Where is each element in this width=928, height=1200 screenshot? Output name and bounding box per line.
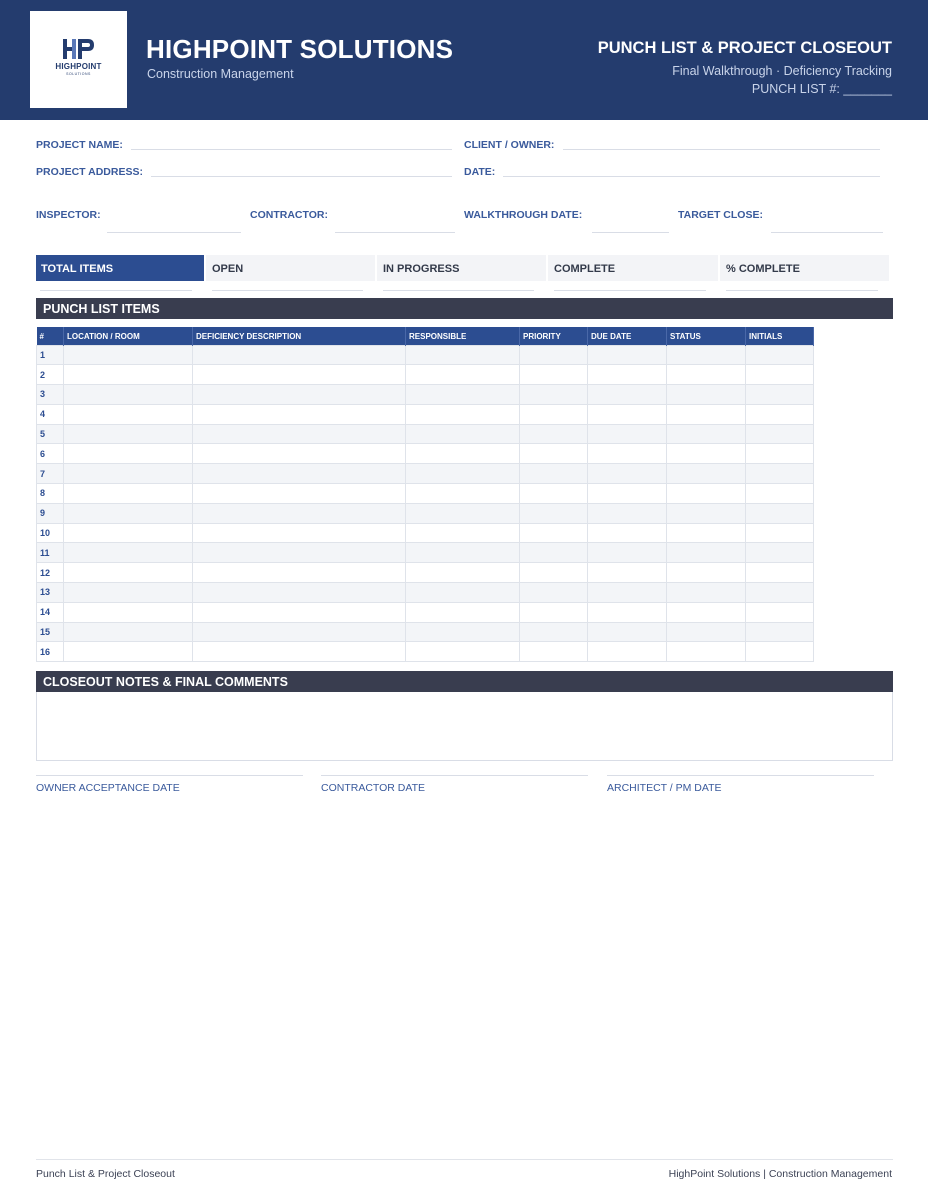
table-cell[interactable] [193, 464, 406, 484]
owner-signature-line[interactable] [36, 775, 303, 776]
row-number: 4 [37, 404, 64, 424]
table-cell[interactable] [746, 484, 814, 504]
table-row [37, 642, 814, 662]
row-number: 9 [37, 503, 64, 523]
row-number: 14 [37, 602, 64, 622]
table-cell[interactable] [588, 622, 667, 642]
table-cell[interactable] [588, 424, 667, 444]
table-cell[interactable] [667, 543, 746, 563]
row-number: 15 [37, 622, 64, 642]
table-cell[interactable] [746, 583, 814, 603]
table-row [37, 404, 814, 424]
percent-complete-field[interactable] [726, 290, 878, 291]
target-close-label: TARGET CLOSE: [678, 209, 763, 221]
table-cell[interactable] [193, 444, 406, 464]
column-header: DUE DATE [588, 327, 667, 345]
owner-signature-label: OWNER ACCEPTANCE DATE [36, 782, 180, 794]
row-number: 8 [37, 484, 64, 504]
table-cell[interactable] [746, 444, 814, 464]
table-cell[interactable] [520, 404, 588, 424]
table-cell[interactable] [667, 563, 746, 583]
table-cell[interactable] [746, 345, 814, 365]
table-cell[interactable] [406, 365, 520, 385]
table-cell[interactable] [588, 464, 667, 484]
table-cell[interactable] [193, 484, 406, 504]
table-cell[interactable] [588, 602, 667, 622]
row-number: 7 [37, 464, 64, 484]
table-cell[interactable] [746, 563, 814, 583]
table-cell[interactable] [193, 345, 406, 365]
table-cell[interactable] [667, 385, 746, 405]
table-cell[interactable] [746, 464, 814, 484]
table-cell[interactable] [193, 503, 406, 523]
table-cell[interactable] [193, 622, 406, 642]
document-title: PUNCH LIST & PROJECT CLOSEOUT [597, 39, 892, 57]
row-number: 5 [37, 424, 64, 444]
table-cell[interactable] [746, 385, 814, 405]
table-cell[interactable] [64, 543, 193, 563]
project-name-label: PROJECT NAME: [36, 139, 123, 151]
table-cell[interactable] [193, 602, 406, 622]
table-cell[interactable] [193, 583, 406, 603]
table-cell[interactable] [588, 484, 667, 504]
table-cell[interactable] [406, 523, 520, 543]
row-number: 11 [37, 543, 64, 563]
inspector-label: INSPECTOR: [36, 209, 101, 221]
table-cell[interactable] [746, 365, 814, 385]
project-name-field[interactable] [131, 149, 452, 150]
table-cell[interactable] [667, 365, 746, 385]
stat-total-items: TOTAL ITEMS [36, 255, 204, 281]
table-cell[interactable] [520, 622, 588, 642]
table-cell[interactable] [64, 424, 193, 444]
column-header: PRIORITY [520, 327, 588, 345]
table-cell[interactable] [588, 345, 667, 365]
table-cell[interactable] [667, 345, 746, 365]
table-row [37, 602, 814, 622]
table-cell[interactable] [406, 484, 520, 504]
logo-text: HIGHPOINT [55, 62, 102, 71]
table-cell[interactable] [667, 444, 746, 464]
document-subtitle: Final Walkthrough · Deficiency Tracking [672, 64, 892, 78]
table-cell[interactable] [588, 583, 667, 603]
table-cell[interactable] [746, 404, 814, 424]
row-number: 1 [37, 345, 64, 365]
table-cell[interactable] [667, 583, 746, 603]
table-header-row [37, 327, 814, 345]
table-row [37, 622, 814, 642]
row-number: 13 [37, 583, 64, 603]
table-cell[interactable] [406, 385, 520, 405]
table-cell[interactable] [520, 602, 588, 622]
closeout-notes-area[interactable] [36, 692, 893, 761]
project-address-field[interactable] [151, 176, 452, 177]
table-row [37, 523, 814, 543]
table-cell[interactable] [520, 385, 588, 405]
column-header: # [37, 327, 64, 345]
table-cell[interactable] [520, 642, 588, 662]
table-cell[interactable] [64, 523, 193, 543]
architect-signature-label: ARCHITECT / PM DATE [607, 782, 722, 794]
table-cell[interactable] [520, 365, 588, 385]
logo-subtext: SOLUTIONS [66, 72, 91, 76]
table-cell[interactable] [667, 622, 746, 642]
table-row [37, 583, 814, 603]
table-cell[interactable] [193, 404, 406, 424]
table-cell[interactable] [667, 424, 746, 444]
contractor-signature-label: CONTRACTOR DATE [321, 782, 426, 794]
table-cell[interactable] [667, 503, 746, 523]
table-row [37, 464, 814, 484]
punch-list-table [36, 327, 814, 662]
stat-open: OPEN [206, 255, 375, 281]
row-number: 3 [37, 385, 64, 405]
contractor-signature-line[interactable] [321, 775, 588, 776]
architect-signature-line[interactable] [607, 775, 874, 776]
table-cell[interactable] [64, 563, 193, 583]
column-header: DEFICIENCY DESCRIPTION [193, 327, 406, 345]
table-cell[interactable] [667, 602, 746, 622]
table-cell[interactable] [64, 503, 193, 523]
table-cell[interactable] [406, 602, 520, 622]
column-header: LOCATION / ROOM [64, 327, 193, 345]
table-row [37, 345, 814, 365]
table-cell[interactable] [520, 523, 588, 543]
table-row [37, 503, 814, 523]
table-cell[interactable] [520, 563, 588, 583]
table-row [37, 385, 814, 405]
table-cell[interactable] [406, 563, 520, 583]
table-cell[interactable] [520, 424, 588, 444]
table-cell[interactable] [520, 583, 588, 603]
client-owner-field[interactable] [563, 149, 880, 150]
column-header: RESPONSIBLE [406, 327, 520, 345]
table-cell[interactable] [193, 563, 406, 583]
row-number: 12 [37, 563, 64, 583]
table-cell[interactable] [667, 484, 746, 504]
table-cell[interactable] [406, 464, 520, 484]
table-cell[interactable] [406, 424, 520, 444]
table-cell[interactable] [746, 424, 814, 444]
table-cell[interactable] [64, 444, 193, 464]
table-cell[interactable] [520, 444, 588, 464]
table-row [37, 543, 814, 563]
table-cell[interactable] [193, 523, 406, 543]
table-cell[interactable] [64, 622, 193, 642]
table-cell[interactable] [667, 523, 746, 543]
row-number: 6 [37, 444, 64, 464]
table-cell[interactable] [193, 365, 406, 385]
table-cell[interactable] [64, 345, 193, 365]
table-cell[interactable] [406, 404, 520, 424]
footer-right: HighPoint Solutions | Construction Management [668, 1168, 892, 1180]
table-cell[interactable] [746, 622, 814, 642]
table-cell[interactable] [193, 424, 406, 444]
company-name: HIGHPOINT SOLUTIONS [146, 34, 454, 64]
table-cell[interactable] [64, 602, 193, 622]
inspector-field[interactable] [107, 232, 241, 233]
table-cell[interactable] [406, 503, 520, 523]
column-header: STATUS [667, 327, 746, 345]
footer-left: Punch List & Project Closeout [36, 1168, 175, 1180]
table-cell[interactable] [64, 404, 193, 424]
table-row [37, 365, 814, 385]
table-row [37, 484, 814, 504]
target-close-field[interactable] [771, 232, 883, 233]
table-cell[interactable] [588, 404, 667, 424]
table-cell[interactable] [64, 642, 193, 662]
stat-percent-complete: % COMPLETE [720, 255, 889, 281]
table-cell[interactable] [406, 642, 520, 662]
date-label: DATE: [464, 166, 496, 178]
table-row [37, 424, 814, 444]
table-cell[interactable] [193, 543, 406, 563]
table-cell[interactable] [64, 385, 193, 405]
row-number: 16 [37, 642, 64, 662]
hp-logo-icon [63, 38, 95, 60]
table-cell[interactable] [588, 444, 667, 464]
table-cell[interactable] [746, 523, 814, 543]
table-row [37, 563, 814, 583]
date-field[interactable] [503, 176, 880, 177]
table-cell[interactable] [520, 543, 588, 563]
row-number: 10 [37, 523, 64, 543]
table-cell[interactable] [64, 365, 193, 385]
closeout-notes-title: CLOSEOUT NOTES & FINAL COMMENTS [36, 671, 893, 692]
table-cell[interactable] [520, 484, 588, 504]
contractor-label: CONTRACTOR: [250, 209, 328, 221]
table-row [37, 444, 814, 464]
table-cell[interactable] [520, 464, 588, 484]
table-cell[interactable] [588, 503, 667, 523]
table-cell[interactable] [406, 583, 520, 603]
table-cell[interactable] [520, 345, 588, 365]
punch-list-number: PUNCH LIST #: _______ [751, 82, 892, 96]
open-field[interactable] [212, 290, 363, 291]
walkthrough-date-field[interactable] [592, 232, 669, 233]
table-cell[interactable] [667, 464, 746, 484]
table-cell[interactable] [588, 642, 667, 662]
table-cell[interactable] [64, 484, 193, 504]
table-cell[interactable] [193, 642, 406, 662]
client-owner-label: CLIENT / OWNER: [464, 139, 555, 151]
table-cell[interactable] [588, 523, 667, 543]
project-address-label: PROJECT ADDRESS: [36, 166, 143, 178]
table-cell[interactable] [588, 365, 667, 385]
table-cell[interactable] [667, 642, 746, 662]
walkthrough-date-label: WALKTHROUGH DATE: [464, 209, 583, 221]
table-cell[interactable] [746, 642, 814, 662]
table-cell[interactable] [746, 602, 814, 622]
table-cell[interactable] [406, 543, 520, 563]
table-cell[interactable] [193, 385, 406, 405]
table-cell[interactable] [588, 543, 667, 563]
company-tagline: Construction Management [147, 67, 294, 81]
table-cell[interactable] [588, 563, 667, 583]
table-cell[interactable] [64, 464, 193, 484]
table-cell[interactable] [746, 543, 814, 563]
table-cell[interactable] [588, 385, 667, 405]
table-cell[interactable] [64, 583, 193, 603]
document-header [0, 0, 928, 120]
stat-complete: COMPLETE [548, 255, 718, 281]
column-header: INITIALS [746, 327, 814, 345]
complete-field[interactable] [554, 290, 706, 291]
contractor-field[interactable] [335, 232, 455, 233]
row-number: 2 [37, 365, 64, 385]
table-cell[interactable] [746, 503, 814, 523]
company-logo [30, 11, 127, 108]
total-items-field[interactable] [40, 290, 192, 291]
table-cell[interactable] [406, 345, 520, 365]
table-cell[interactable] [406, 444, 520, 464]
table-cell[interactable] [667, 404, 746, 424]
table-cell[interactable] [520, 503, 588, 523]
stat-in-progress: IN PROGRESS [377, 255, 546, 281]
in-progress-field[interactable] [383, 290, 534, 291]
footer-divider [36, 1159, 893, 1160]
punch-list-section-title: PUNCH LIST ITEMS [36, 298, 893, 319]
table-cell[interactable] [406, 622, 520, 642]
